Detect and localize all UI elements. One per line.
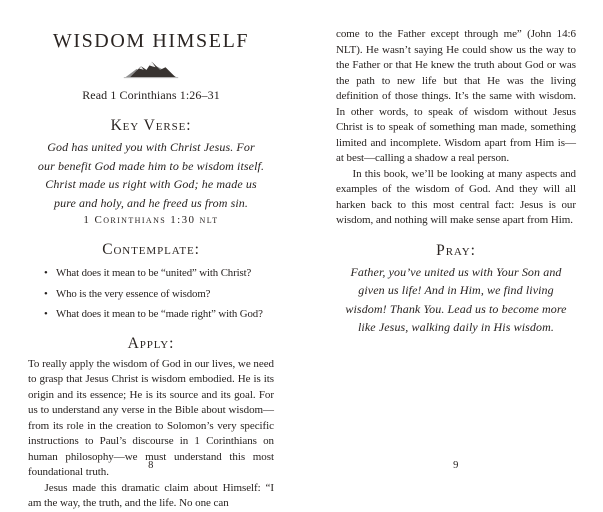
chapter-title: WISDOM HIMSELF bbox=[52, 30, 250, 52]
verse-reference: 1 Corinthians 1:30 nlt bbox=[83, 214, 219, 226]
contemplate-bullet: • What does it mean to be “united” with Christ? bbox=[28, 266, 274, 281]
contemplate-heading: Contemplate: bbox=[102, 241, 200, 258]
prayer-line: Father, you’ve united us with Your Son and bbox=[350, 264, 562, 279]
body-paragraph: To really apply the wisdom of God in our lives, we need to grasp that Jesus Christ is wisdom embodied. He is its origin and its essence; He is its source and its goal. For us to understand any verse in the Bible about wisdom—from its role in the creation to Solomon’s very specific instructions to Paul’s discourse in 1 Corinthians on human philosophy—we must understand this most foundational truth. bbox=[28, 357, 274, 478]
pray-heading: Pray: bbox=[436, 241, 476, 259]
verse-line: God has united you with Christ Jesus. For bbox=[47, 140, 255, 154]
left-page bbox=[28, 0, 274, 509]
apply-body bbox=[28, 357, 274, 512]
prayer-line: wisdom! Thank You. Lead us to become more bbox=[345, 301, 567, 316]
page-number-right: 9 bbox=[453, 460, 459, 471]
mountain-icon bbox=[28, 58, 274, 80]
body-paragraph: come to the Father except through me” (John 14:6 NLT). He wasn’t saying He could show us the way to the Father or that He knew the truth about God or was the path to new life but that He was the living definition of those things. It’s the same with wisdom. In other words, to speak of wisdom without Jesus Christ is to speak of something man made, something limited and incomplete. Wisdom apart from Him is—at best—calling a shadow a real person. bbox=[336, 28, 576, 164]
contemplate-list bbox=[28, 266, 274, 322]
reading-reference: Read 1 Corinthians 1:26–31 bbox=[82, 88, 220, 102]
verse-line: pure and holy, and he freed us from sin. bbox=[54, 195, 248, 210]
right-page bbox=[336, 0, 576, 486]
apply-heading: Apply: bbox=[127, 334, 175, 352]
body-paragraph: In this book, we’ll be looking at many aspects and examples of the wisdom of God. And they will all harken back to this most central fact: Jesus is our wisdom, and nothing will make sense apart from Him. bbox=[336, 167, 576, 226]
verse-line: our benefit God made him to be wisdom itself. bbox=[37, 158, 265, 173]
prayer-line: given us life! And in Him, we find living bbox=[358, 283, 554, 297]
right-body bbox=[336, 27, 576, 229]
page-number-left: 8 bbox=[148, 460, 154, 471]
verse-line: Christ made us right with God; he made us bbox=[45, 177, 257, 191]
key-verse-heading: Key Verse: bbox=[110, 117, 192, 134]
body-paragraph: Jesus made this dramatic claim about Himself: “I am the way, the truth, and the life. No one can bbox=[28, 481, 274, 509]
prayer-line: like Jesus, walking daily in His wisdom. bbox=[358, 320, 554, 334]
prayer-text bbox=[336, 263, 576, 337]
contemplate-bullet: • What does it mean to be “made right” with God? bbox=[28, 307, 274, 322]
key-verse-text bbox=[28, 138, 274, 226]
contemplate-bullet: • Who is the very essence of wisdom? bbox=[28, 287, 274, 302]
